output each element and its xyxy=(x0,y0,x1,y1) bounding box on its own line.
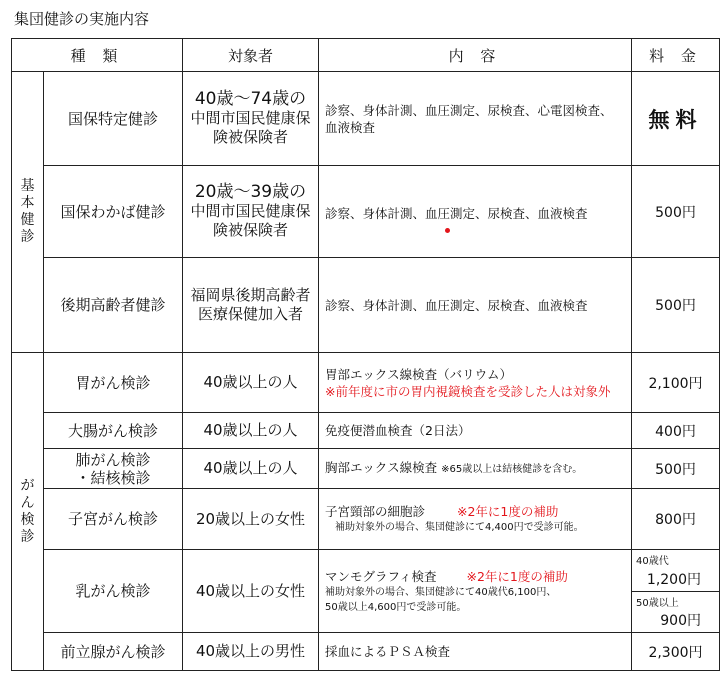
exam-content: 胸部エックス線検査 ※65歳以上は結核健診を含む。 xyxy=(319,449,632,489)
header-target: 対象者 xyxy=(183,39,319,72)
table-row xyxy=(12,166,720,258)
exam-target: 20歳～39歳の 中間市国民健康保険被保険者 xyxy=(183,166,319,258)
exam-fee-split xyxy=(632,550,720,633)
exam-target: 20歳以上の女性 xyxy=(183,489,319,550)
exam-content: 診察、身体計測、血圧測定、尿検査、血液検査 xyxy=(319,166,632,258)
exam-target: 40歳～74歳の 中間市国民健康保険被保険者 xyxy=(183,72,319,166)
exam-name: 国保わかば健診 xyxy=(44,166,183,258)
exam-content: 診察、身体計測、血圧測定、尿検査、血液検査 xyxy=(319,258,632,353)
header-type: 種 類 xyxy=(12,39,183,72)
header-row xyxy=(12,39,720,72)
exam-content: 免疫便潜血検査（2日法） xyxy=(319,413,632,449)
checkup-table xyxy=(11,38,720,671)
exam-content: マンモグラフィ検査 ※2年に1度の補助 補助対象外の場合、集団健診にて40歳代6,100円、 50歳以上4,600円で受診可能。 xyxy=(319,550,632,633)
fee-40s: 40歳代 1,200円 xyxy=(636,556,701,588)
exam-fee: 500円 xyxy=(632,258,720,353)
table-row xyxy=(12,550,720,633)
exam-target: 40歳以上の男性 xyxy=(183,633,319,671)
exam-content: 採血によるＰＳＡ検査 xyxy=(319,633,632,671)
group-cancer: が ん 検 診 xyxy=(12,353,44,671)
group-basic: 基 本 健 診 xyxy=(12,72,44,353)
table-row xyxy=(12,633,720,671)
table-row xyxy=(12,353,720,413)
exam-name: 国保特定健診 xyxy=(44,72,183,166)
red-dot-mark xyxy=(445,228,450,233)
table-row xyxy=(12,489,720,550)
table-row xyxy=(12,258,720,353)
exam-name: 子宮がん検診 xyxy=(44,489,183,550)
exam-name: 乳がん検診 xyxy=(44,550,183,633)
exam-name: 肺がん検診 ・結核検診 xyxy=(44,449,183,489)
table-row xyxy=(12,72,720,166)
exam-fee: 500円 xyxy=(632,166,720,258)
table-row xyxy=(12,413,720,449)
exam-fee: 800円 xyxy=(632,489,720,550)
exam-name: 後期高齢者健診 xyxy=(44,258,183,353)
exam-target: 40歳以上の女性 xyxy=(183,550,319,633)
exam-fee: 500円 xyxy=(632,449,720,489)
exam-fee: 無料 xyxy=(632,72,720,166)
table-row xyxy=(12,449,720,489)
header-fee: 料 金 xyxy=(632,39,720,72)
exam-fee: 2,300円 xyxy=(632,633,720,671)
exam-target: 40歳以上の人 xyxy=(183,449,319,489)
exam-content: 胃部エックス線検査（バリウム） ※前年度に市の胃内視鏡検査を受診した人は対象外 xyxy=(319,353,632,413)
exam-name: 胃がん検診 xyxy=(44,353,183,413)
exam-name: 大腸がん検診 xyxy=(44,413,183,449)
exam-name: 前立腺がん検診 xyxy=(44,633,183,671)
fee-50plus: 50歳以上 900円 xyxy=(632,591,719,633)
page-title: 集団健診の実施内容 xyxy=(14,10,150,28)
exam-target: 40歳以上の人 xyxy=(183,353,319,413)
header-content: 内 容 xyxy=(319,39,632,72)
exam-content: 子宮頸部の細胞診 ※2年に1度の補助 補助対象外の場合、集団健診にて4,400円で受診可能。 xyxy=(319,489,632,550)
exam-target: 福岡県後期高齢者医療保健加入者 xyxy=(183,258,319,353)
exam-fee: 400円 xyxy=(632,413,720,449)
exam-content: 診察、身体計測、血圧測定、尿検査、心電図検査、 血液検査 xyxy=(319,72,632,166)
exam-fee: 2,100円 xyxy=(632,353,720,413)
exam-target: 40歳以上の人 xyxy=(183,413,319,449)
